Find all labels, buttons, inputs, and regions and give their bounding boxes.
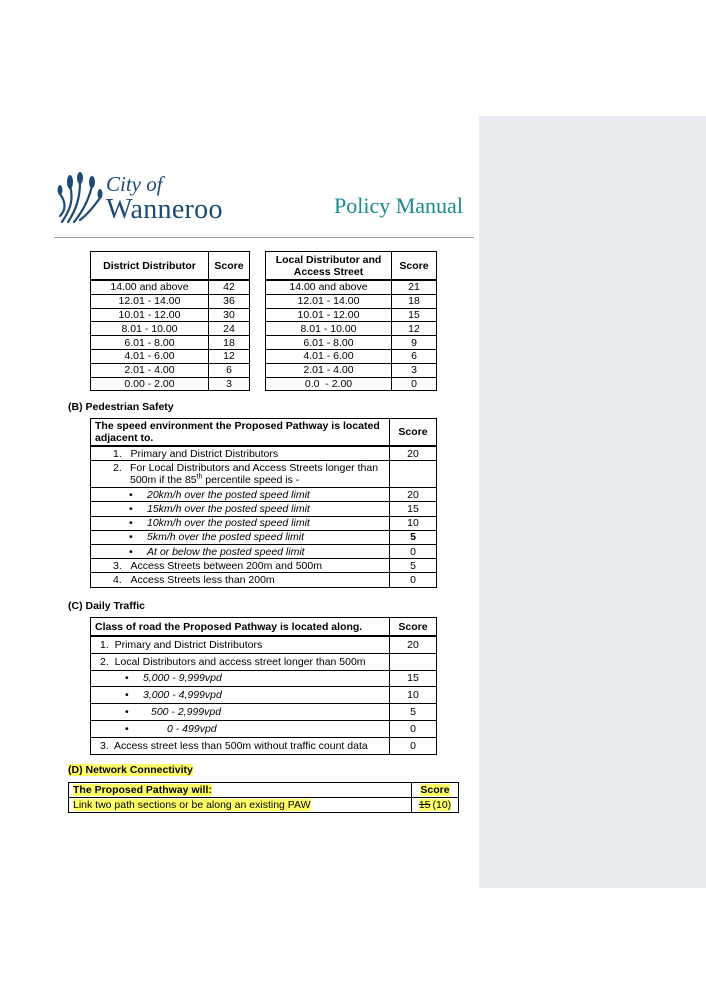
range-cell: 2.01 - 4.00 bbox=[266, 363, 392, 377]
score-cell: 0 bbox=[390, 544, 437, 558]
bullet-item: • 10km/h over the posted speed limit bbox=[129, 517, 310, 529]
score-cell: 21 bbox=[392, 280, 437, 294]
score-cell: 5 bbox=[390, 704, 437, 721]
bullet-item: • 5,000 - 9,999vpd bbox=[125, 672, 222, 684]
score-cell: 18 bbox=[209, 336, 250, 350]
bullet-item: • 15km/h over the posted speed limit bbox=[129, 503, 310, 515]
score-cell: 20 bbox=[390, 636, 437, 653]
score-cell: 20 bbox=[390, 488, 437, 502]
score-cell bbox=[412, 798, 459, 813]
bullet-item bbox=[125, 706, 221, 718]
column-header-description: Class of road the Proposed Pathway is located along. bbox=[91, 618, 390, 637]
table-row bbox=[91, 687, 437, 704]
section-heading-traffic: (C) Daily Traffic bbox=[68, 600, 146, 612]
logo-wanneroo: Wanneroo bbox=[106, 194, 223, 225]
range-cell: 10.01 - 12.00 bbox=[91, 308, 209, 322]
criterion-cell bbox=[91, 502, 390, 516]
section-heading-pedestrian: (B) Pedestrian Safety bbox=[68, 401, 174, 413]
table-row bbox=[69, 798, 459, 813]
range-cell: 8.01 - 10.00 bbox=[91, 322, 209, 336]
range-cell: 2.01 - 4.00 bbox=[91, 363, 209, 377]
score-cell: 42 bbox=[209, 280, 250, 294]
table-row bbox=[91, 670, 437, 687]
score-cell: 10 bbox=[390, 516, 437, 530]
range-cell: 10.01 - 12.00 bbox=[266, 308, 392, 322]
score-cell: 0 bbox=[390, 737, 437, 754]
score-cell: 15 bbox=[390, 502, 437, 516]
daily-traffic-table bbox=[90, 617, 437, 755]
item-text bbox=[130, 462, 385, 486]
side-margin-panel bbox=[479, 116, 706, 888]
revised-score: (10) bbox=[432, 799, 452, 811]
table-row bbox=[91, 573, 437, 587]
column-header-range: District Distributor bbox=[91, 252, 209, 281]
score-cell: 15 bbox=[390, 670, 437, 687]
item-number: 2. bbox=[113, 462, 122, 475]
criterion-cell: 3. Access street less than 500m without traffic count data bbox=[91, 737, 390, 754]
range-cell: 14.00 and above bbox=[266, 280, 392, 294]
table-row bbox=[91, 636, 437, 653]
table-row bbox=[91, 737, 437, 754]
item-text: Primary and District Distributors bbox=[130, 447, 279, 460]
range-cell: 4.01 - 6.00 bbox=[266, 349, 392, 363]
table-row bbox=[266, 349, 437, 363]
highlighted-text: Score bbox=[420, 784, 450, 796]
table-row bbox=[91, 530, 437, 544]
table-row bbox=[91, 322, 250, 336]
table-row bbox=[91, 446, 437, 461]
grass-tree-logo-icon bbox=[56, 172, 104, 224]
range-cell: 6.01 - 8.00 bbox=[266, 336, 392, 350]
table-row bbox=[91, 336, 250, 350]
column-header-description bbox=[69, 783, 412, 798]
score-cell bbox=[390, 461, 437, 488]
item-text: Access Streets less than 200m bbox=[130, 573, 275, 586]
table-row bbox=[91, 704, 437, 721]
score-cell: 20 bbox=[390, 446, 437, 461]
ordinal-suffix: th bbox=[196, 473, 203, 481]
table-row bbox=[91, 377, 250, 391]
score-cell: 9 bbox=[392, 336, 437, 350]
score-cell: 6 bbox=[392, 349, 437, 363]
range-cell: 0.0 - 2.00 bbox=[266, 377, 392, 391]
criterion-cell: 1. Primary and District Distributors bbox=[91, 636, 390, 653]
highlighted-heading: (D) Network Connectivity bbox=[68, 764, 193, 776]
item-number: 3. bbox=[113, 559, 122, 572]
criterion-cell bbox=[91, 516, 390, 530]
header-divider bbox=[54, 237, 474, 238]
item-text-part-a: For Local Distributors and Access Streets longer than 500m if the 85 bbox=[130, 462, 379, 487]
score-cell: 15 bbox=[392, 308, 437, 322]
page-title: Policy Manual bbox=[334, 193, 463, 218]
network-connectivity-table bbox=[68, 782, 459, 813]
table-row bbox=[266, 363, 437, 377]
range-cell: 0.00 - 2.00 bbox=[91, 377, 209, 391]
column-header-score: Score bbox=[390, 419, 437, 447]
column-header-score bbox=[412, 783, 459, 798]
item-text: Access Streets between 200m and 500m bbox=[130, 559, 322, 572]
table-row bbox=[91, 516, 437, 530]
score-cell: 5 bbox=[390, 530, 437, 544]
local-distributor-table bbox=[265, 251, 437, 391]
score-cell: 12 bbox=[392, 322, 437, 336]
bullet-item: • 20km/h over the posted speed limit bbox=[129, 489, 310, 501]
highlighted-text: The Proposed Pathway will: bbox=[73, 784, 212, 796]
table-row bbox=[91, 363, 250, 377]
column-header-description: The speed environment the Proposed Pathway is located adjacent to. bbox=[91, 419, 390, 447]
table-row bbox=[91, 502, 437, 516]
section-heading-network bbox=[68, 764, 193, 776]
table-row bbox=[266, 294, 437, 308]
city-logo bbox=[56, 172, 256, 228]
table-row bbox=[266, 377, 437, 391]
table-row bbox=[266, 308, 437, 322]
bullet-item-text: 500 - 2,999vpd bbox=[151, 706, 222, 719]
range-cell: 14.00 and above bbox=[91, 280, 209, 294]
table-row bbox=[91, 308, 250, 322]
score-cell: 3 bbox=[209, 377, 250, 391]
criterion-cell bbox=[91, 573, 390, 587]
range-cell: 8.01 - 10.00 bbox=[266, 322, 392, 336]
range-cell: 12.01 - 14.00 bbox=[266, 294, 392, 308]
score-cell: 10 bbox=[390, 687, 437, 704]
range-cell: 4.01 - 6.00 bbox=[91, 349, 209, 363]
score-cell: 30 bbox=[209, 308, 250, 322]
bullet-item: • 3,000 - 4,999vpd bbox=[125, 689, 222, 701]
column-header-score: Score bbox=[209, 252, 250, 281]
table-row bbox=[91, 280, 250, 294]
deleted-score: 15 bbox=[418, 799, 431, 811]
column-header-range: Local Distributor and Access Street bbox=[266, 252, 392, 281]
range-cell: 6.01 - 8.00 bbox=[91, 336, 209, 350]
table-row bbox=[91, 544, 437, 558]
logo-city-of: City of bbox=[106, 172, 163, 196]
table-row bbox=[91, 653, 437, 670]
item-number: 4. bbox=[113, 573, 122, 586]
table-row bbox=[91, 720, 437, 737]
table-row bbox=[91, 559, 437, 573]
score-cell: 12 bbox=[209, 349, 250, 363]
score-cell: 6 bbox=[209, 363, 250, 377]
table-row bbox=[91, 488, 437, 502]
range-cell: 12.01 - 14.00 bbox=[91, 294, 209, 308]
item-text-part-b: percentile speed is - bbox=[202, 474, 300, 487]
bullet-item-text: 0 - 499vpd bbox=[167, 722, 217, 735]
score-cell: 0 bbox=[390, 573, 437, 587]
criterion-cell bbox=[91, 559, 390, 573]
score-cell: 0 bbox=[390, 720, 437, 737]
score-cell: 18 bbox=[392, 294, 437, 308]
table-row bbox=[91, 349, 250, 363]
bullet-item: • At or below the posted speed limit bbox=[129, 546, 305, 558]
district-distributor-table bbox=[90, 251, 250, 391]
criterion-cell bbox=[91, 446, 390, 461]
criterion-cell bbox=[91, 461, 390, 488]
column-header-score: Score bbox=[392, 252, 437, 281]
table-row bbox=[91, 461, 437, 488]
table-row bbox=[266, 336, 437, 350]
column-header-score: Score bbox=[390, 618, 437, 637]
criterion-cell: 2. Local Distributors and access street longer than 500m bbox=[91, 653, 390, 670]
score-cell: 24 bbox=[209, 322, 250, 336]
highlighted-text: Link two path sections or be along an existing PAW bbox=[73, 799, 311, 811]
item-number: 1. bbox=[113, 447, 122, 460]
table-row bbox=[266, 280, 437, 294]
score-cell bbox=[390, 653, 437, 670]
criterion-cell bbox=[91, 530, 390, 544]
criterion-cell bbox=[91, 720, 390, 737]
table-row bbox=[91, 294, 250, 308]
criterion-cell bbox=[69, 798, 412, 813]
score-cell: 0 bbox=[392, 377, 437, 391]
score-cell: 5 bbox=[390, 559, 437, 573]
bullet-item: • 5km/h over the posted speed limit bbox=[129, 531, 304, 543]
bullet-item bbox=[125, 723, 217, 735]
criterion-cell bbox=[91, 544, 390, 558]
pedestrian-safety-table bbox=[90, 418, 437, 588]
table-row bbox=[266, 322, 437, 336]
criterion-cell bbox=[91, 704, 390, 721]
criterion-cell bbox=[91, 488, 390, 502]
score-cell: 3 bbox=[392, 363, 437, 377]
score-cell: 36 bbox=[209, 294, 250, 308]
criterion-cell bbox=[91, 687, 390, 704]
criterion-cell bbox=[91, 670, 390, 687]
